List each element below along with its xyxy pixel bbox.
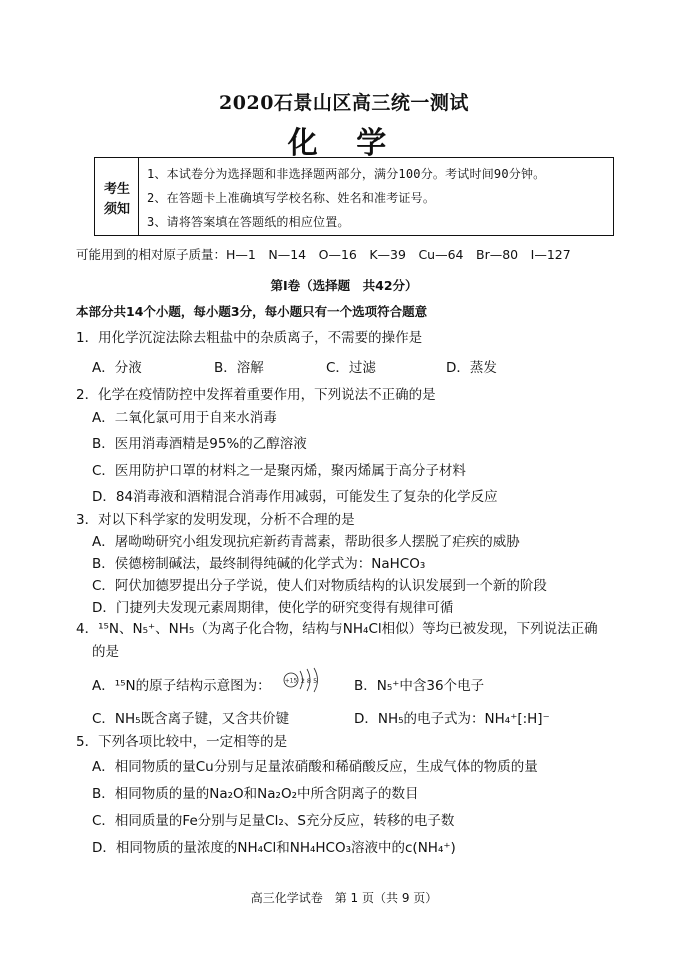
question-3-option-d: D．门捷列夫发现元素周期律，使化学的研究变得有规律可循 (92, 600, 454, 616)
notice-box (94, 157, 614, 236)
question-4-option-d: D．NH₅的电子式为：NH₄⁺[:H]⁻ (354, 711, 550, 727)
question-4-option-a: A．¹⁵N的原子结构示意图为： (92, 678, 271, 694)
question-5-stem: 5．下列各项比较中，一定相等的是 (76, 734, 288, 750)
atom-structure-diagram (283, 667, 327, 693)
question-1-stem: 1．用化学沉淀法除去粗盐中的杂质离子，不需要的操作是 (76, 330, 423, 346)
question-4-option-b: B．N₅⁺中含36个电子 (354, 678, 485, 694)
question-1-option-b: B．溶解 (214, 360, 264, 376)
question-4-stem-line2: 的是 (92, 644, 119, 660)
subject-title: 化 学 (287, 126, 401, 161)
question-4-stem-line1: 4．¹⁵N、N₅⁺、NH₅（为离子化合物，结构与NH₄Cl相似）等均已被发现，下列说法正确 (76, 621, 598, 637)
question-5-option-c: C．相同质量的Fe分别与足量Cl₂、S充分反应，转移的电子数 (92, 813, 455, 829)
question-2-option-d: D．84消毒液和酒精混合消毒作用减弱，可能发生了复杂的化学反应 (92, 489, 498, 505)
question-3-stem: 3．对以下科学家的发明发现，分析不合理的是 (76, 512, 355, 528)
page-footer: 高三化学试卷 第 1 页（共 9 页） (250, 891, 438, 905)
atom-nucleus-charge: +15 (284, 677, 298, 685)
question-3-option-b: B．侯德榜制碱法，最终制得纯碱的化学式为：NaHCO₃ (92, 556, 426, 572)
notice-item: 3、请将答案填在答题纸的相应位置。 (147, 215, 350, 229)
question-3-option-c: C．阿伏加德罗提出分子学说，使人们对物质结构的认识发展到一个新的阶段 (92, 578, 547, 594)
question-3-option-a: A．屠呦呦研究小组发现抗疟新药青蒿素，帮助很多人摆脱了疟疾的威胁 (92, 534, 520, 550)
question-4-option-c: C．NH₅既含离子键，又含共价键 (92, 711, 290, 727)
question-2-option-c: C．医用防护口罩的材料之一是聚丙烯，聚丙烯属于高分子材料 (92, 463, 466, 479)
question-5-option-d: D．相同物质的量浓度的NH₄Cl和NH₄HCO₃溶液中的c(NH₄⁺) (92, 840, 456, 856)
part-title: 第Ⅰ卷（选择题 共42分） (270, 278, 418, 293)
question-1-option-d: D．蒸发 (446, 360, 497, 376)
question-1-option-c: C．过滤 (326, 360, 376, 376)
notice-label (95, 158, 139, 235)
atomic-masses: 可能用到的相对原子质量：H—1 N—14 O—16 K—39 Cu—64 Br—80 I—127 (76, 247, 571, 262)
notice-item: 1、本试卷分为选择题和非选择题两部分，满分100分。考试时间90分钟。 (147, 167, 546, 181)
notice-label-line1: 考生 (103, 182, 130, 197)
question-2-option-b: B．医用消毒酒精是95%的乙醇溶液 (92, 436, 307, 452)
question-2-stem: 2．化学在疫情防控中发挥着重要作用，下列说法不正确的是 (76, 387, 436, 403)
question-1-option-a: A．分液 (92, 360, 142, 376)
notice-label-line2: 须知 (103, 202, 130, 217)
question-5-option-a: A．相同物质的量Cu分别与足量浓硝酸和稀硝酸反应，生成气体的物质的量 (92, 759, 538, 775)
question-5-option-b: B．相同物质的量的Na₂O和Na₂O₂中所含阴离子的数目 (92, 786, 419, 802)
notice-item: 2、在答题卡上准确填写学校名称、姓名和准考证号。 (147, 191, 436, 205)
part-intro: 本部分共14个小题，每小题3分，每小题只有一个选项符合题意 (76, 304, 428, 319)
atom-shell-electrons: 2 8 5 (300, 677, 318, 685)
question-2-option-a: A．二氧化氯可用于自来水消毒 (92, 410, 277, 426)
exam-title: 2020石景山区高三统一测试 (219, 92, 469, 114)
